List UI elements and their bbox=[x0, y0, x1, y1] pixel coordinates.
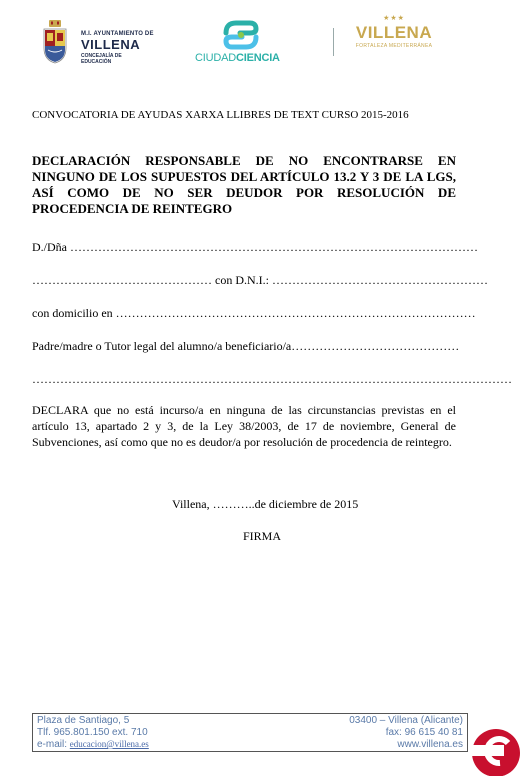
document-body bbox=[32, 108, 512, 449]
field-domicilio: con domicilio en ……………………………………………………………………………… bbox=[32, 306, 476, 320]
logo-divider bbox=[333, 28, 334, 56]
brand-corner-logo-icon bbox=[470, 727, 520, 776]
ciudad-ciencia-wordmark bbox=[195, 52, 280, 64]
field-extra: ………………………………………………………………………………………………………… bbox=[32, 372, 512, 386]
footer-email-row bbox=[37, 739, 149, 750]
ayuntamiento-label: M.I. AYUNTAMIENTO DE bbox=[81, 31, 154, 37]
footer-email-label: e-mail: bbox=[37, 739, 70, 750]
ciudad-ciencia-logo-icon bbox=[220, 19, 262, 51]
ciencia-label: CIENCIA bbox=[235, 52, 280, 64]
field-nombre: D./Dña ………………………………………………………………………………………… bbox=[32, 240, 478, 254]
villena-brand-logo bbox=[348, 14, 440, 50]
declaration-paragraph: DECLARA que no está incurso/a en ninguna de las circunstancias previstas en el artículo 13, apartado 2 y 3, de la Ley 38/2003, de 17 de noviembre, General de Subvenciones, así como que no es deudor/a por resolución de procedencia de reintegro. bbox=[32, 403, 456, 449]
footer-email-link[interactable]: educacion@villena.es bbox=[69, 739, 149, 749]
footer-phone: Tlf. 965.801.150 ext. 710 bbox=[37, 727, 148, 738]
convocatoria-heading: CONVOCATORIA DE AYUDAS XARXA LLIBRES DE TEXT CURSO 2015-2016 bbox=[32, 109, 409, 121]
contact-footer bbox=[32, 713, 468, 752]
concejalia-label: CONCEJALÍA DE bbox=[81, 53, 122, 59]
field-tutor: Padre/madre o Tutor legal del alumno/a beneficiario/a…………………………………… bbox=[32, 339, 460, 353]
date-line: Villena, ………..de diciembre de 2015 bbox=[172, 497, 359, 511]
footer-city: 03400 – Villena (Alicante) bbox=[349, 715, 463, 726]
concejalia-name: EDUCACIÓN bbox=[81, 59, 112, 65]
ayuntamiento-name: VILLENA bbox=[81, 37, 141, 52]
letterhead bbox=[0, 0, 520, 80]
ayuntamiento-logo bbox=[81, 31, 154, 65]
footer-website[interactable]: www.villena.es bbox=[397, 739, 463, 750]
declaration-title: DECLARACIÓN RESPONSABLE DE NO ENCONTRARSE EN NINGUNO DE LOS SUPUESTOS DEL ARTÍCULO 13.2 Y 3 DE LA LGS, ASÍ COMO DE NO SER DEUDOR POR RESOLUCIÓN DE PROCEDENCIA DE REINTEGRO bbox=[32, 153, 456, 216]
coat-of-arms-icon bbox=[42, 20, 68, 64]
footer-address: Plaza de Santiago, 5 bbox=[37, 715, 130, 726]
footer-fax: fax: 96 615 40 81 bbox=[385, 727, 463, 738]
ciudad-label: CIUDAD bbox=[195, 52, 236, 64]
villena-tagline: FORTALEZA MEDITERRÁNEA bbox=[355, 43, 433, 49]
field-dni: ……………………………………… con D.N.I.: ……………………………………………… bbox=[32, 273, 488, 287]
signature-label: FIRMA bbox=[243, 529, 282, 543]
villena-wordmark: VILLENA bbox=[355, 23, 433, 42]
villena-stars: ★★★ bbox=[383, 15, 405, 22]
